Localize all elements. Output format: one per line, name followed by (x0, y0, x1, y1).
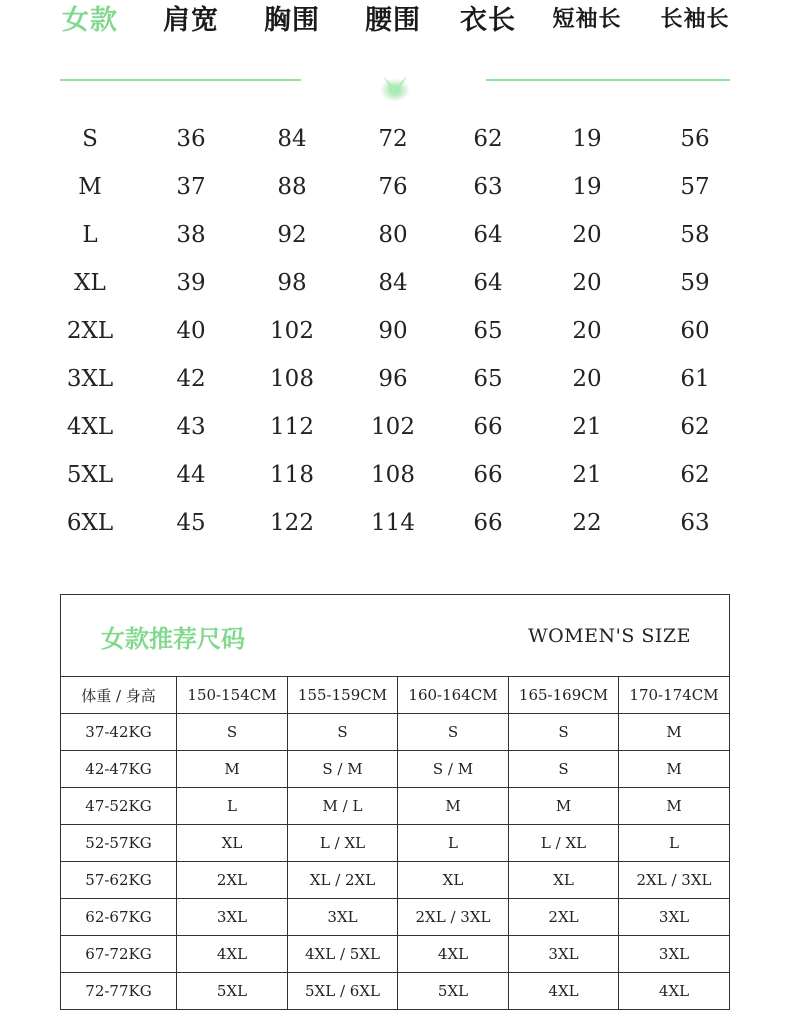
cell-size: M (78, 174, 102, 200)
size-cell: M (509, 788, 619, 825)
size-cell: 4XL / 5XL (288, 936, 398, 973)
cell-length: 64 (473, 270, 503, 296)
header-cell: 体重 / 身高 (61, 677, 177, 714)
cell-long-sleeve: 59 (680, 270, 710, 296)
cell-short-sleeve: 20 (572, 222, 602, 248)
size-cell: S (509, 714, 619, 751)
weight-cell: 52-57KG (61, 825, 177, 862)
weight-cell: 62-67KG (61, 899, 177, 936)
size-cell: 4XL (398, 936, 509, 973)
cell-chest: 98 (277, 270, 307, 296)
size-table-body (0, 118, 790, 550)
cell-waist: 96 (378, 366, 408, 392)
cell-size: 6XL (66, 510, 114, 536)
cell-short-sleeve: 19 (572, 126, 602, 152)
table-row (61, 825, 730, 862)
cell-waist: 114 (371, 510, 415, 536)
cell-waist: 84 (378, 270, 408, 296)
size-cell: 3XL (509, 936, 619, 973)
cell-shoulder: 39 (176, 270, 206, 296)
size-cell: 2XL / 3XL (619, 862, 730, 899)
table-row (61, 751, 730, 788)
size-cell: L / XL (288, 825, 398, 862)
size-cell: 3XL (619, 936, 730, 973)
cell-size: 2XL (66, 318, 114, 344)
size-cell: 2XL (177, 862, 288, 899)
size-cell: XL (509, 862, 619, 899)
cell-chest: 118 (270, 462, 314, 488)
cell-chest: 108 (270, 366, 314, 392)
table-row (0, 310, 790, 358)
table-row (0, 502, 790, 550)
divider-left (60, 79, 301, 81)
cell-shoulder: 44 (176, 462, 206, 488)
header-cell: 155-159CM (288, 677, 398, 714)
cell-shoulder: 45 (176, 510, 206, 536)
cell-chest: 92 (277, 222, 307, 248)
cell-long-sleeve: 61 (680, 366, 710, 392)
cell-chest: 84 (277, 126, 307, 152)
cell-short-sleeve: 20 (572, 318, 602, 344)
size-cell: 4XL (509, 973, 619, 1010)
cell-long-sleeve: 60 (680, 318, 710, 344)
weight-cell: 47-52KG (61, 788, 177, 825)
cell-long-sleeve: 63 (680, 510, 710, 536)
size-cell: S (177, 714, 288, 751)
weight-cell: 42-47KG (61, 751, 177, 788)
cell-size: XL (74, 270, 106, 296)
size-cell: M (619, 751, 730, 788)
header-waist: 腰围 (365, 5, 421, 36)
weight-cell: 57-62KG (61, 862, 177, 899)
cell-size: 4XL (66, 414, 114, 440)
size-cell: 3XL (288, 899, 398, 936)
cell-shoulder: 43 (176, 414, 206, 440)
cell-waist: 108 (371, 462, 415, 488)
table-row (61, 862, 730, 899)
size-cell: XL / 2XL (288, 862, 398, 899)
size-cell: L (177, 788, 288, 825)
size-cell: M (619, 788, 730, 825)
size-cell: M (398, 788, 509, 825)
cell-short-sleeve: 20 (572, 366, 602, 392)
size-cell: S (509, 751, 619, 788)
size-table-header (0, 0, 790, 36)
table-row (0, 406, 790, 454)
size-cell: 2XL / 3XL (398, 899, 509, 936)
cell-length: 65 (473, 318, 503, 344)
table-row (61, 936, 730, 973)
header-women: 女款 (62, 5, 118, 36)
size-cell: L (398, 825, 509, 862)
size-cell: L (619, 825, 730, 862)
cell-short-sleeve: 21 (572, 414, 602, 440)
size-cell: S / M (288, 751, 398, 788)
table-row (61, 714, 730, 751)
recommendation-title-bar (61, 595, 729, 677)
cell-length: 65 (473, 366, 503, 392)
recommendation-panel (60, 594, 730, 1010)
cell-short-sleeve: 19 (572, 174, 602, 200)
cell-size: L (82, 222, 98, 248)
cell-short-sleeve: 21 (572, 462, 602, 488)
size-cell: XL (398, 862, 509, 899)
cell-long-sleeve: 58 (680, 222, 710, 248)
cell-long-sleeve: 57 (680, 174, 710, 200)
table-row (61, 899, 730, 936)
cell-short-sleeve: 22 (572, 510, 602, 536)
cell-shoulder: 38 (176, 222, 206, 248)
cell-long-sleeve: 56 (680, 126, 710, 152)
size-cell: M / L (288, 788, 398, 825)
cell-shoulder: 36 (176, 126, 206, 152)
table-header-row (61, 677, 730, 714)
header-cell: 150-154CM (177, 677, 288, 714)
weight-cell: 72-77KG (61, 973, 177, 1010)
table-row (0, 166, 790, 214)
cell-length: 63 (473, 174, 503, 200)
cell-waist: 102 (371, 414, 415, 440)
size-cell: 5XL (177, 973, 288, 1010)
chevron-down-icon (379, 72, 411, 102)
cell-waist: 80 (378, 222, 408, 248)
cell-waist: 72 (378, 126, 408, 152)
recommendation-title: 女款推荐尺码 (101, 624, 245, 653)
header-shoulder: 肩宽 (163, 5, 219, 36)
size-cell: S / M (398, 751, 509, 788)
size-cell: 5XL (398, 973, 509, 1010)
size-cell: 4XL (619, 973, 730, 1010)
table-row (61, 973, 730, 1010)
table-row (0, 118, 790, 166)
table-row (0, 454, 790, 502)
size-cell: XL (177, 825, 288, 862)
size-cell: S (398, 714, 509, 751)
cell-waist: 76 (378, 174, 408, 200)
size-cell: M (619, 714, 730, 751)
cell-length: 62 (473, 126, 503, 152)
cell-long-sleeve: 62 (680, 462, 710, 488)
cell-shoulder: 37 (176, 174, 206, 200)
cell-chest: 122 (270, 510, 314, 536)
size-cell: 3XL (177, 899, 288, 936)
size-cell: 5XL / 6XL (288, 973, 398, 1010)
recommendation-table (60, 676, 730, 1010)
divider-right (486, 79, 730, 81)
cell-shoulder: 40 (176, 318, 206, 344)
cell-chest: 102 (270, 318, 314, 344)
header-cell: 160-164CM (398, 677, 509, 714)
table-row (0, 358, 790, 406)
cell-chest: 88 (277, 174, 307, 200)
size-cell: 2XL (509, 899, 619, 936)
size-cell: M (177, 751, 288, 788)
cell-short-sleeve: 20 (572, 270, 602, 296)
size-cell: 3XL (619, 899, 730, 936)
table-row (61, 788, 730, 825)
header-length: 衣长 (460, 5, 516, 36)
table-row (0, 214, 790, 262)
cell-chest: 112 (270, 414, 314, 440)
header-chest: 胸围 (264, 5, 320, 36)
size-cell: 4XL (177, 936, 288, 973)
cell-long-sleeve: 62 (680, 414, 710, 440)
cell-length: 64 (473, 222, 503, 248)
recommendation-subtitle: WOMEN'S SIZE (528, 625, 691, 647)
header-short-sleeve: 短袖长 (552, 6, 622, 32)
cell-length: 66 (473, 414, 503, 440)
cell-waist: 90 (378, 318, 408, 344)
cell-shoulder: 42 (176, 366, 206, 392)
cell-length: 66 (473, 510, 503, 536)
size-cell: L / XL (509, 825, 619, 862)
weight-cell: 67-72KG (61, 936, 177, 973)
header-long-sleeve: 长袖长 (660, 6, 730, 32)
cell-length: 66 (473, 462, 503, 488)
weight-cell: 37-42KG (61, 714, 177, 751)
table-row (0, 262, 790, 310)
header-cell: 170-174CM (619, 677, 730, 714)
size-cell: S (288, 714, 398, 751)
header-cell: 165-169CM (509, 677, 619, 714)
cell-size: 5XL (66, 462, 114, 488)
cell-size: S (82, 126, 98, 152)
cell-size: 3XL (66, 366, 114, 392)
